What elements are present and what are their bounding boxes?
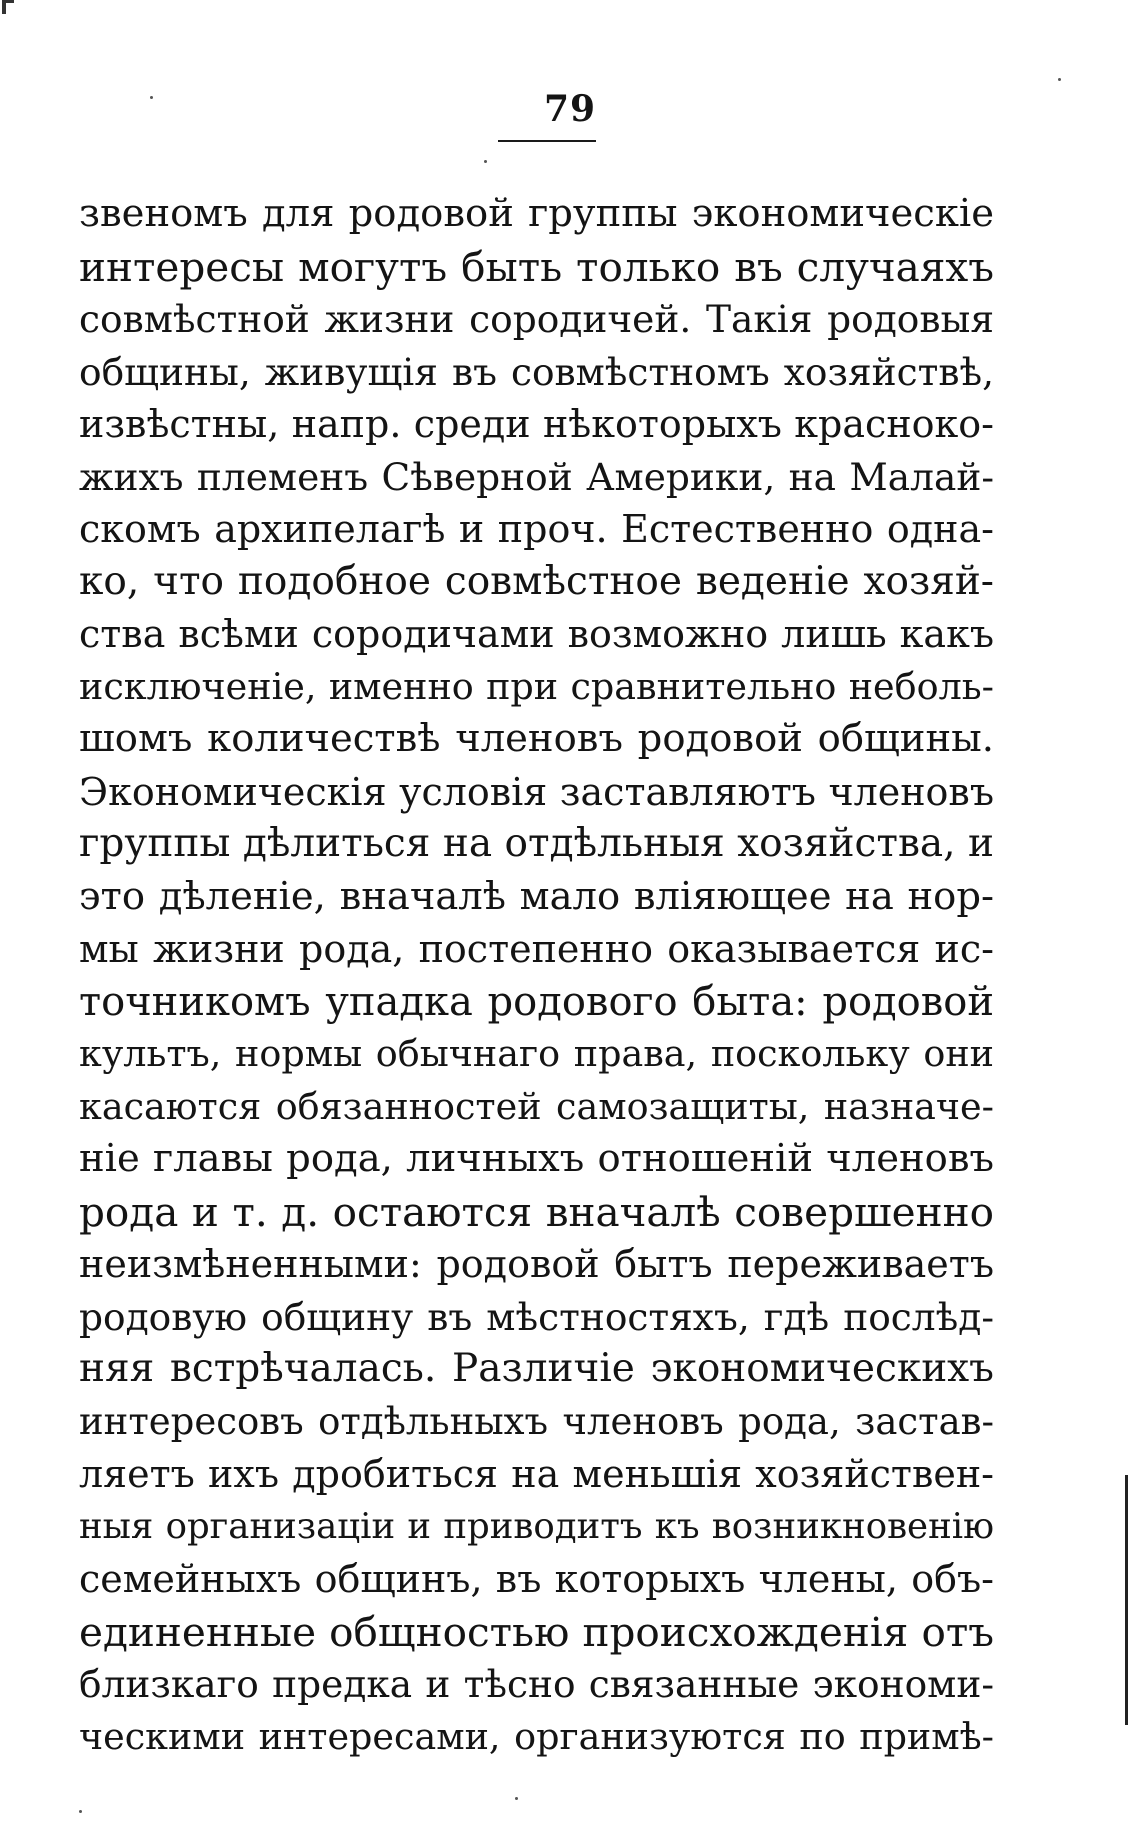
text-line: это дѣленiе, вначалѣ мало влiяющее на нор- — [79, 873, 994, 919]
text-line: семейныхъ общинъ, въ которыхъ члены, объ- — [79, 1557, 994, 1601]
text-line: совмѣстной жизни сородичей. Такiя родовыя — [79, 297, 994, 341]
scan-speck — [484, 160, 487, 163]
text-line: извѣстны, напр. среди нѣкоторыхъ красноко- — [79, 402, 994, 446]
scan-speck — [1058, 78, 1061, 81]
text-line: культъ, нормы обычнаго права, поскольку они — [79, 1032, 994, 1075]
text-line: рода и т. д. остаются вначалѣ совершенно — [79, 1187, 994, 1236]
text-line: точникомъ упадка родового быта: родовой — [79, 978, 994, 1025]
text-line: ческими интересами, организуются по примѣ- — [79, 1714, 994, 1758]
scan-speck — [79, 1810, 82, 1813]
body-text — [79, 188, 994, 1763]
scan-speck — [515, 1797, 518, 1800]
text-line: интересовъ отдѣльныхъ членовъ рода, застав- — [79, 1399, 994, 1443]
text-line: родовую общину въ мѣстностяхъ, гдѣ послѣд- — [79, 1294, 994, 1339]
text-line: интересы могутъ быть только въ случаяхъ — [79, 242, 994, 291]
page-number-rule — [498, 140, 596, 142]
page-number: 79 — [543, 88, 597, 130]
text-line: жихъ племенъ Сѣверной Америки, на Малай- — [79, 454, 994, 499]
scan-speck — [150, 96, 153, 99]
text-line: общины, живущiя въ совмѣстномъ хозяйствѣ, — [79, 349, 994, 394]
text-line: исключенiе, именно при сравнительно неболь- — [79, 664, 994, 708]
text-line: звеномъ для родовой группы экономическiе — [79, 191, 994, 236]
text-line: няя встрѣчалась. Различiе экономическихъ — [79, 1346, 994, 1391]
binding-edge-mark — [1125, 1475, 1128, 1725]
text-line: близкаго предка и тѣсно связанные экономи- — [79, 1662, 994, 1706]
text-line: ляетъ ихъ дробиться на меньшiя хозяйствен- — [79, 1452, 994, 1496]
text-line: нiе главы рода, личныхъ отношенiй членовъ — [79, 1136, 994, 1181]
text-line: касаются обязанностей самозащиты, назначе- — [79, 1084, 994, 1128]
scan-corner-tick — [2, 0, 14, 3]
text-line: мы жизни рода, постепенно оказывается ис- — [79, 927, 994, 971]
text-line: неизмѣненными: родовой бытъ переживаетъ — [79, 1242, 994, 1286]
text-line: ныя организацiи и приводитъ къ возникновенiю — [79, 1505, 994, 1547]
text-line: ства всѣми сородичами возможно лишь какъ — [79, 612, 994, 656]
text-line: единенные общностью происхожденiя отъ — [79, 1607, 994, 1656]
text-line: шомъ количествѣ членовъ родовой общины. — [79, 716, 994, 761]
text-line: Экономическiя условiя заставляютъ членовъ — [79, 769, 994, 814]
text-line: скомъ архипелагѣ и проч. Естественно одна- — [79, 507, 994, 551]
text-line: ко, что подобное совмѣстное веденiе хозяй- — [79, 558, 994, 604]
text-line: группы дѣлиться на отдѣльныя хозяйства, и — [79, 821, 994, 866]
